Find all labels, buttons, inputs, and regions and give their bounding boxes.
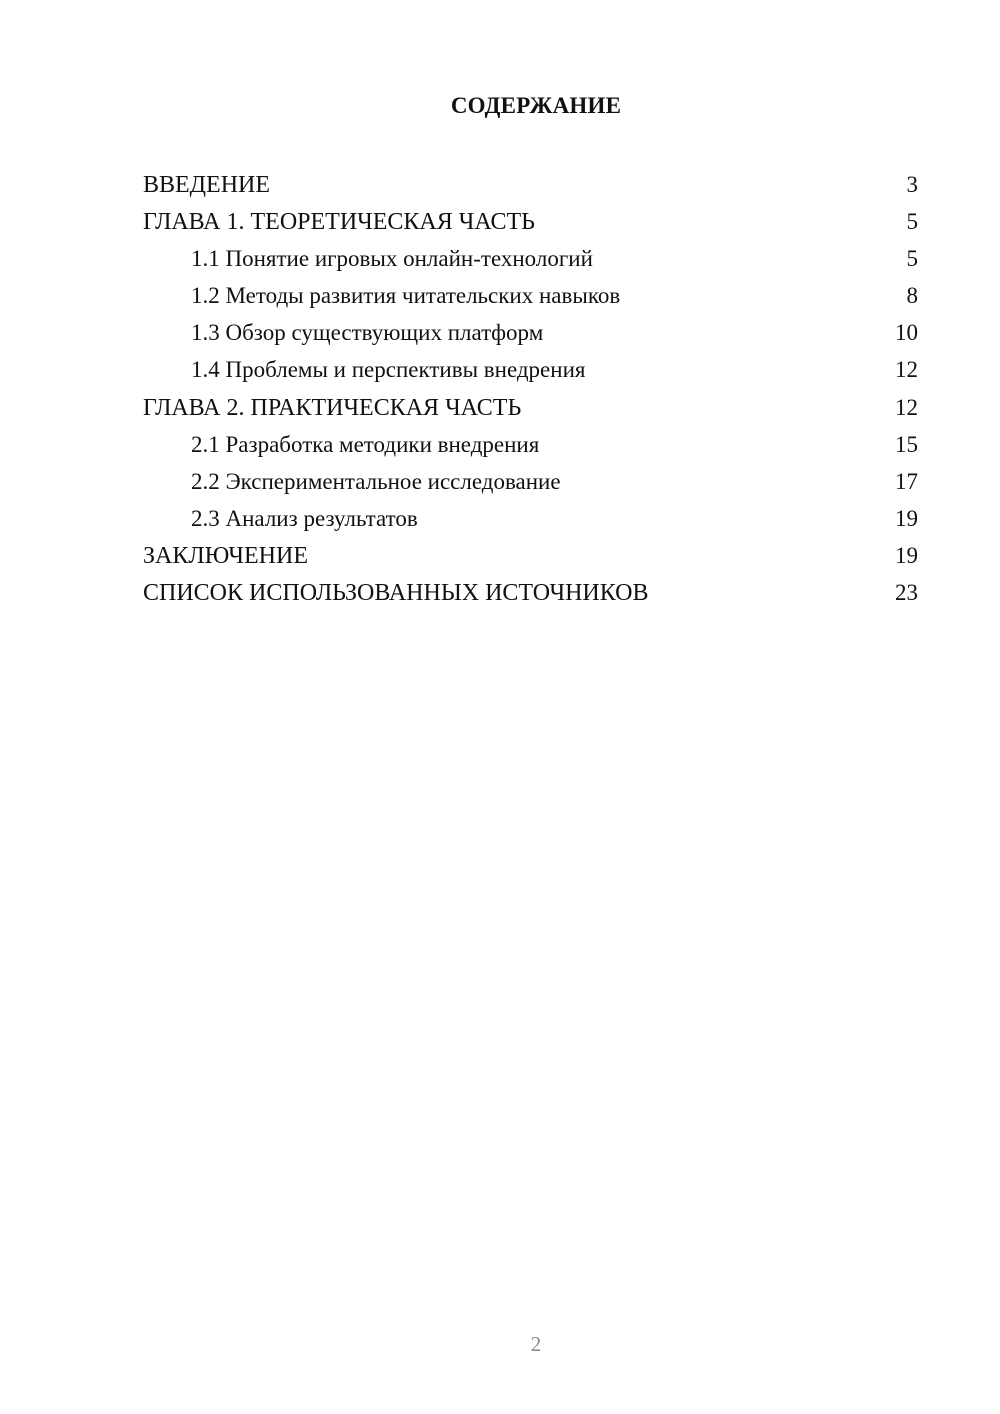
toc-entry-page: 19 — [895, 505, 918, 531]
toc-entry-label: 2.1 Разработка методики внедрения — [191, 431, 540, 457]
toc-entry-label: ЗАКЛЮЧЕНИЕ — [143, 542, 308, 569]
toc-entry-label: 1.1 Понятие игровых онлайн-технологий — [191, 246, 593, 272]
toc-entry-page: 5 — [906, 246, 918, 272]
toc-entry-page: 17 — [895, 468, 918, 494]
toc-entry-label: СПИСОК ИСПОЛЬЗОВАННЫХ ИСТОЧНИКОВ — [143, 580, 649, 607]
toc-entry-section-2-3[interactable] — [143, 500, 918, 537]
toc-entry-page: 12 — [895, 394, 918, 420]
toc-entry-label: ГЛАВА 1. ТЕОРЕТИЧЕСКАЯ ЧАСТЬ — [143, 209, 535, 236]
toc-entry-page: 23 — [895, 580, 918, 606]
toc-entry-label: 2.2 Экспериментальное исследование — [191, 468, 561, 494]
toc-entry-section-1-2[interactable] — [143, 277, 918, 314]
toc-entry-label: 1.3 Обзор существующих платформ — [191, 320, 544, 346]
toc-entry-chapter-2[interactable] — [143, 389, 918, 426]
toc-entry-section-1-3[interactable] — [143, 314, 918, 351]
toc-entry-introduction[interactable] — [143, 166, 918, 203]
toc-entry-section-2-1[interactable] — [143, 426, 918, 463]
toc-entry-conclusion[interactable] — [143, 537, 918, 574]
toc-entry-section-1-4[interactable] — [143, 351, 918, 388]
toc-entry-page: 3 — [906, 172, 918, 197]
toc-entry-section-2-2[interactable] — [143, 463, 918, 500]
toc-entry-label: 2.3 Анализ результатов — [191, 505, 418, 531]
toc-entry-page: 8 — [906, 283, 918, 309]
toc-entry-label: 1.2 Методы развития читательских навыков — [191, 283, 621, 309]
toc-entry-label: ГЛАВА 2. ПРАКТИЧЕСКАЯ ЧАСТЬ — [143, 394, 522, 421]
table-of-contents — [143, 166, 918, 611]
toc-entry-page: 5 — [906, 209, 918, 235]
toc-entry-chapter-1[interactable] — [143, 203, 918, 240]
toc-entry-section-1-1[interactable] — [143, 240, 918, 277]
toc-entry-page: 12 — [895, 357, 918, 383]
toc-entry-page: 19 — [895, 542, 918, 568]
toc-entry-page: 10 — [895, 320, 918, 346]
toc-entry-page: 15 — [895, 431, 918, 457]
toc-entry-label: ВВЕДЕНИЕ — [143, 172, 271, 198]
toc-entry-label: 1.4 Проблемы и перспективы внедрения — [191, 357, 586, 383]
page-number: 2 — [530, 1332, 542, 1356]
page-title: СОДЕРЖАНИЕ — [450, 93, 622, 118]
toc-entry-references[interactable] — [143, 574, 918, 611]
